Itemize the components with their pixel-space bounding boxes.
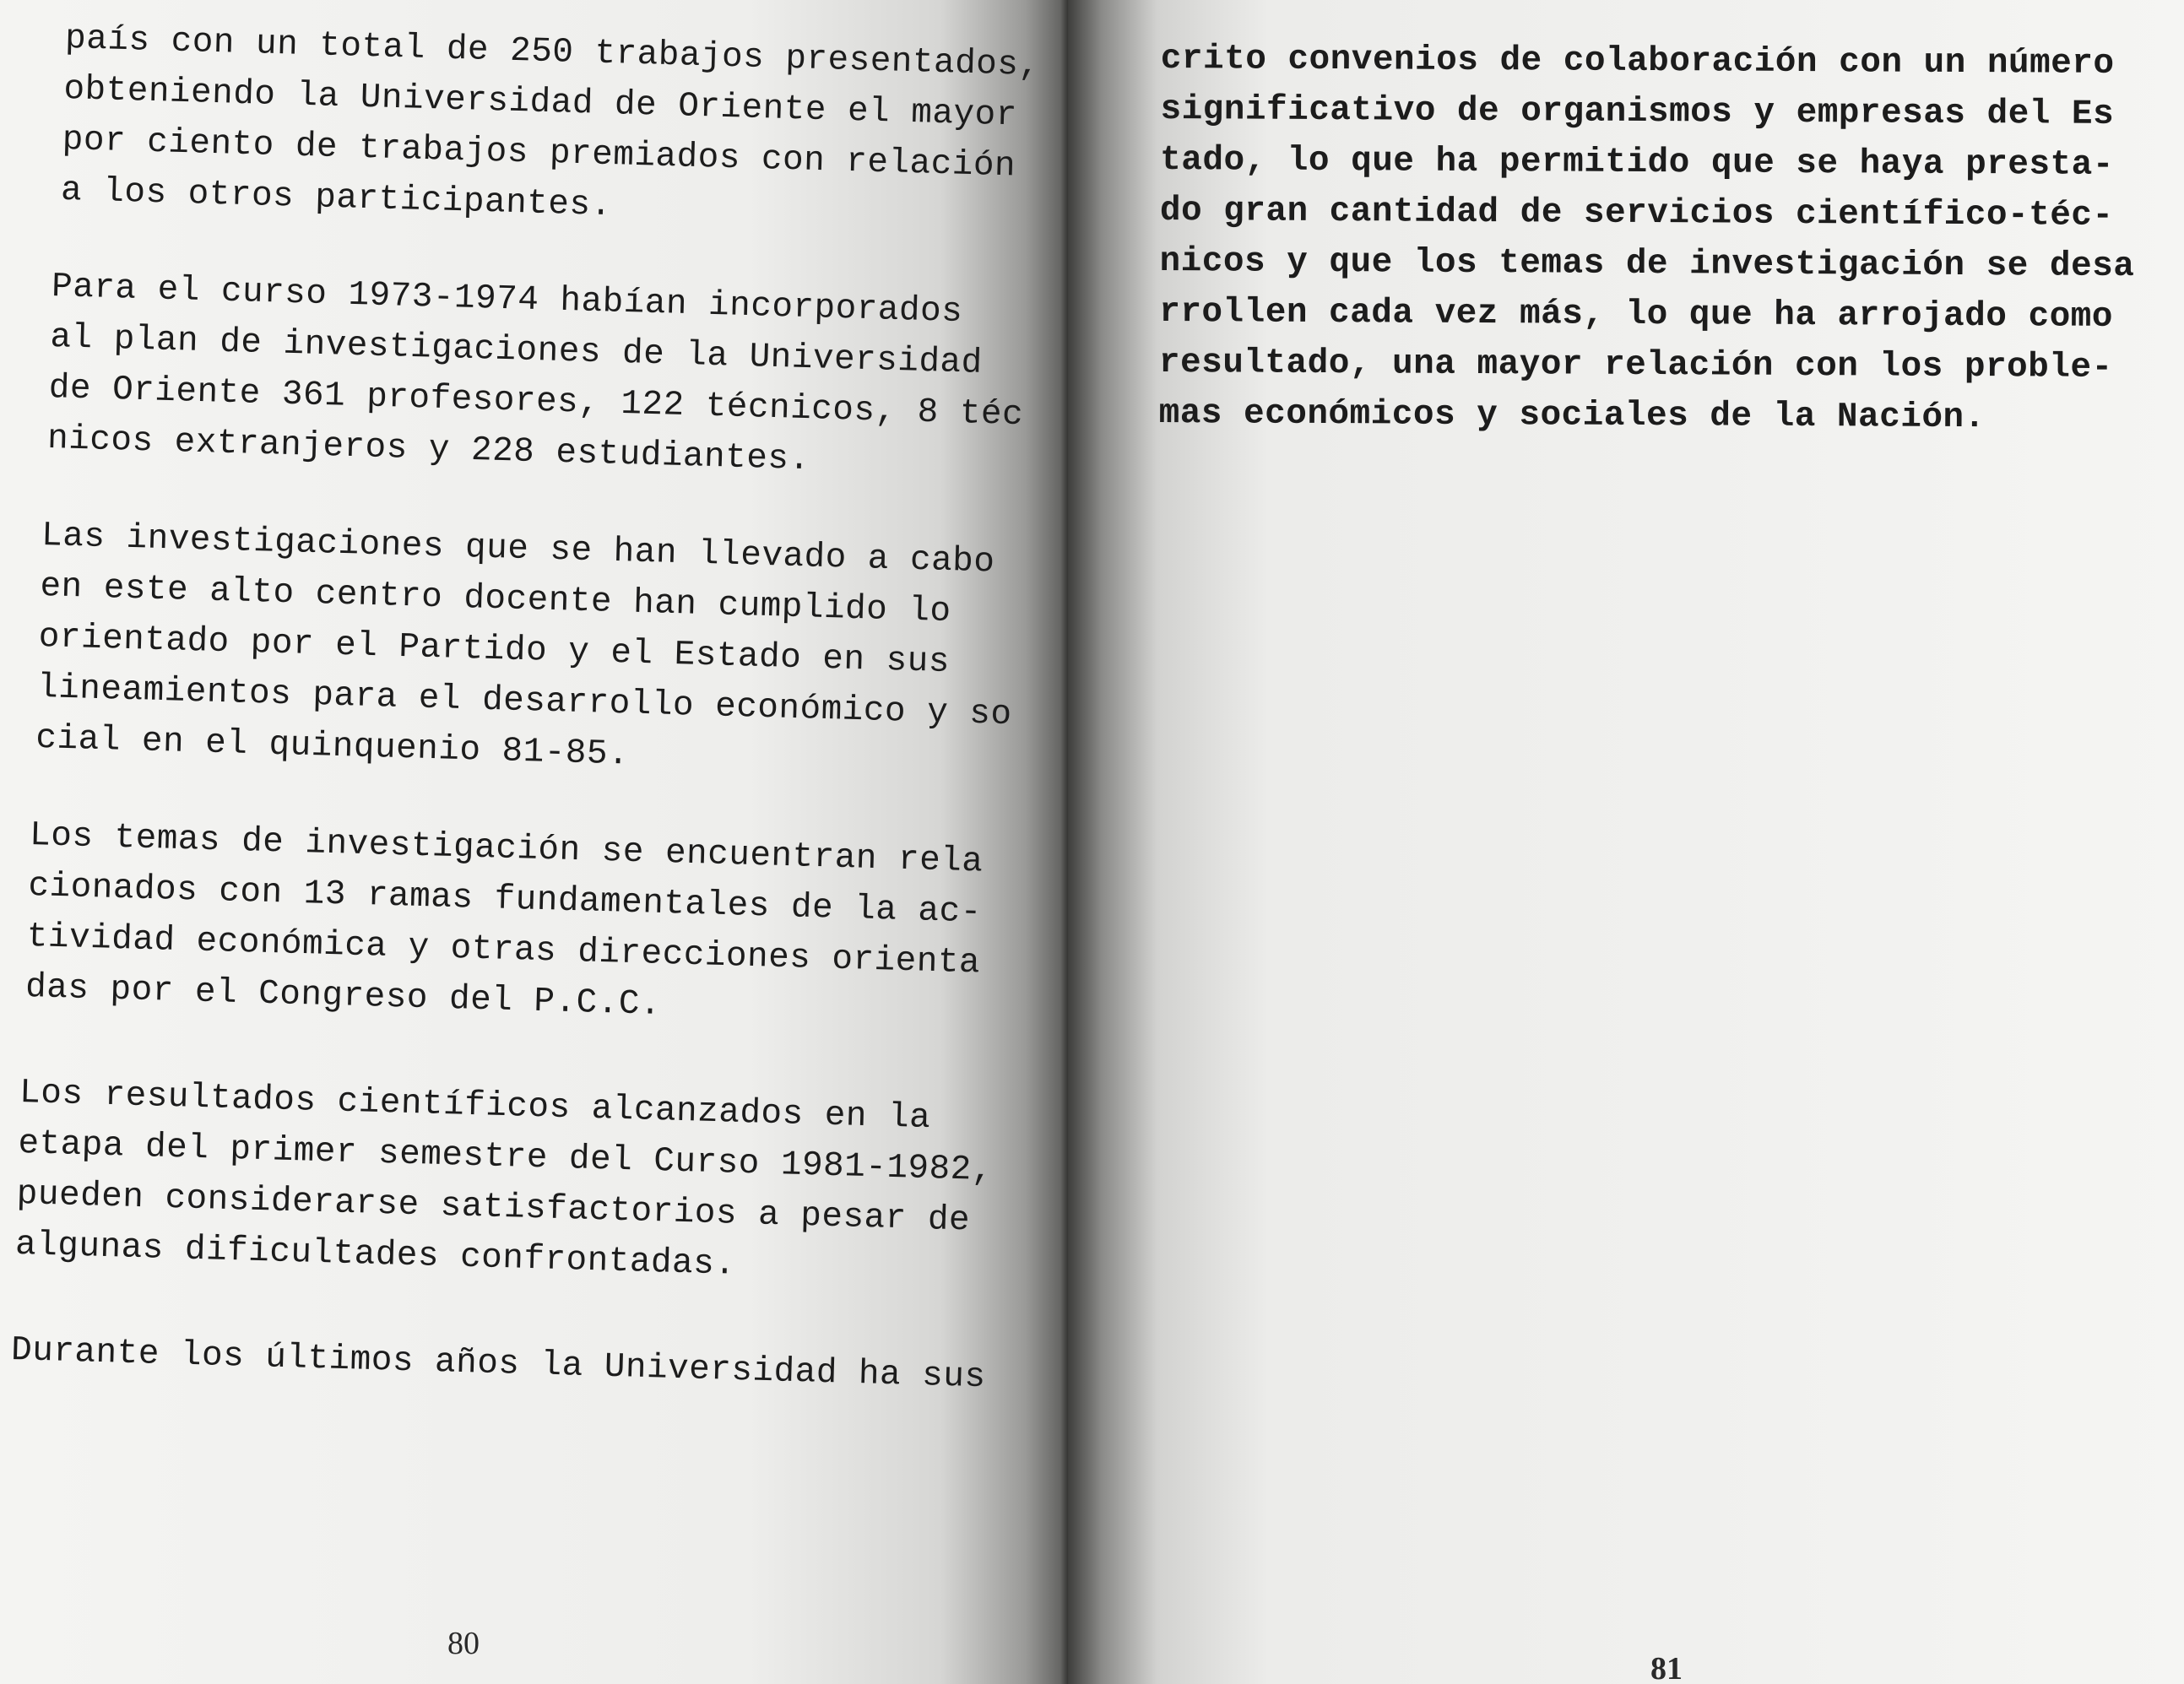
page-number-right: 81	[1650, 1651, 1683, 1684]
left-paragraph-1	[60, 14, 1040, 243]
text-line: obteniendo la Universidad de Oriente el mayor	[62, 69, 1018, 136]
text-line: do gran cantidad de servicios científico-téc-	[1159, 191, 2114, 236]
text-line: nicos y que los temas de investigación se desa	[1159, 241, 2135, 287]
text-line: orientado por el Partido y el Estado en sus	[38, 617, 951, 683]
page-number-left: 80	[447, 1626, 480, 1661]
left-paragraph-2	[46, 262, 1027, 491]
text-line: a los otros participantes.	[60, 171, 613, 226]
text-line: significativo de organismos y empresas del Es	[1160, 89, 2115, 134]
left-paragraph-4	[24, 810, 984, 1039]
text-line: etapa del primer semestre del Curso 1981-1982,	[17, 1124, 994, 1191]
text-line: algunas dificultades confrontadas.	[14, 1225, 736, 1285]
text-line: das por el Congreso del P.C.C.	[24, 967, 662, 1025]
left-page	[0, 0, 1068, 1684]
text-line: tividad económica y otras direcciones orienta	[26, 917, 981, 983]
text-line: crito convenios de colaboración con un número	[1160, 39, 2115, 84]
text-line: en este alto centro docente han cumplido lo	[39, 566, 952, 632]
text-line: por ciento de trabajos premiados con relación	[62, 120, 1016, 187]
text-line: rrollen cada vez más, lo que ha arrojado como	[1159, 292, 2114, 337]
text-line: Durante los últimos años la Universidad ha sus	[10, 1330, 987, 1398]
text-line: resultado, una mayor relación con los proble-	[1158, 343, 2113, 387]
text-line: cial en el quinquenio 81-85.	[35, 718, 630, 775]
left-paragraph-3	[35, 511, 1017, 791]
left-paragraph-5	[14, 1068, 994, 1297]
text-line: Las investigaciones que se han llevado a cabo	[41, 516, 996, 582]
right-page	[1068, 0, 2184, 1684]
text-line: cionados con 13 ramas fundamentales de la ac-	[27, 866, 983, 933]
text-line: tado, lo que ha permitido que se haya presta-	[1160, 140, 2115, 185]
text-line: Para el curso 1973-1974 habían incorporados	[51, 267, 963, 333]
right-paragraph-1	[1158, 34, 2135, 444]
text-line: de Oriente 361 profesores, 122 técnicos, 8 téc	[48, 368, 1024, 436]
text-line: lineamientos para el desarrollo económico y so	[36, 668, 1013, 735]
text-line: mas económicos y sociales de la Nación.	[1158, 393, 1986, 438]
text-line: país con un total de 250 trabajos presentados,	[64, 19, 1041, 86]
left-paragraph-6	[10, 1325, 986, 1403]
text-line: pueden considerarse satisfactorios a pesar de	[16, 1174, 971, 1241]
text-line: nicos extranjeros y 228 estudiantes.	[46, 419, 811, 480]
text-line: Los temas de investigación se encuentran rela	[29, 815, 984, 882]
text-line: Los resultados científicos alcanzados en la	[19, 1073, 931, 1139]
text-line: al plan de investigaciones de la Universidad	[49, 317, 984, 383]
